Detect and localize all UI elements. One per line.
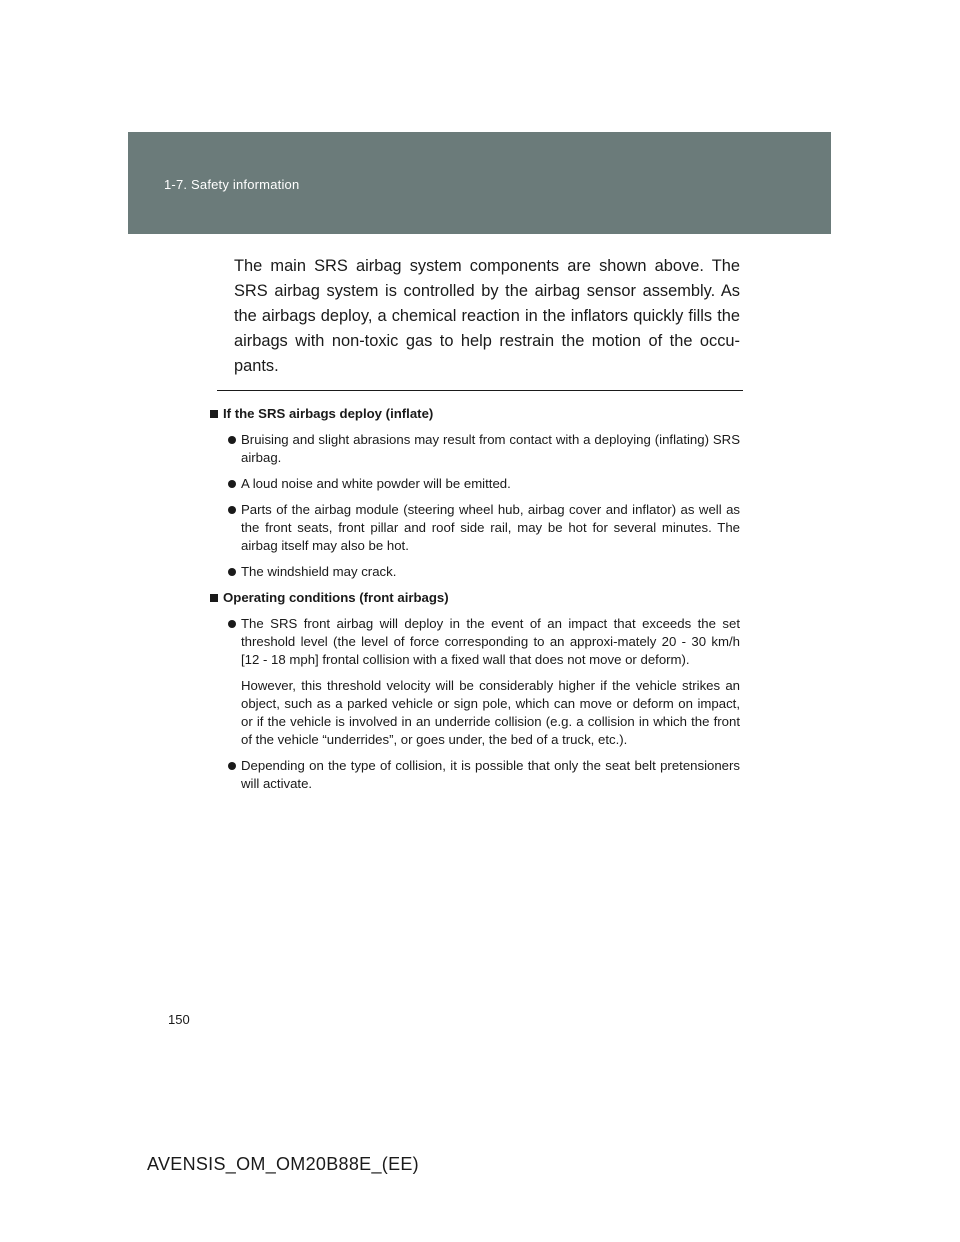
section-header-band (128, 132, 831, 234)
deploy-heading-text: If the SRS airbags deploy (inflate) (223, 406, 434, 421)
round-bullet-icon (228, 568, 236, 576)
list-item (228, 563, 740, 581)
section-label: 1-7. Safety information (164, 177, 300, 192)
list-item-text: Depending on the type of collision, it is possible that only the seat belt pretensioners will activate. (241, 758, 740, 791)
square-bullet-icon (210, 594, 218, 602)
round-bullet-icon (228, 620, 236, 628)
list-item (228, 501, 740, 555)
list-item-text: A loud noise and white powder will be emitted. (241, 476, 511, 491)
list-item-text: Bruising and slight abrasions may result from contact with a deploying (inflating) SRS airbag. (241, 432, 740, 465)
deploy-heading (210, 405, 740, 423)
document-id: AVENSIS_OM_OM20B88E_(EE) (147, 1154, 419, 1174)
list-item (228, 615, 740, 669)
list-item (228, 431, 740, 467)
notes-section (210, 405, 740, 801)
operating-heading-text: Operating conditions (front airbags) (223, 590, 449, 605)
list-item-text: Parts of the airbag module (steering wheel hub, airbag cover and inflator) as well as the front seats, front pillar and roof side rail, may be hot for several minutes. The airbag itself may also be hot. (241, 502, 740, 553)
round-bullet-icon (228, 506, 236, 514)
round-bullet-icon (228, 762, 236, 770)
section-divider (217, 390, 743, 391)
round-bullet-icon (228, 480, 236, 488)
operating-heading (210, 589, 740, 607)
list-item (228, 757, 740, 793)
list-item-text: The SRS front airbag will deploy in the event of an impact that exceeds the set threshold level (the level of force corresponding to an approxi-mately 20 - 30 km/h [12 - 18 mph] frontal collision with a fixed wall that does not move or deform). (241, 616, 740, 667)
list-item (228, 475, 740, 493)
list-item-continuation: However, this threshold velocity will be considerably higher if the vehicle strikes an object, such as a parked vehicle or sign pole, which can move or deform on impact, or if the vehicle is involved in an underride collision (e.g. a collision in which the front of the vehicle “underrides”, or goes under, the bed of a truck, etc.). (241, 678, 740, 747)
round-bullet-icon (228, 436, 236, 444)
list-item-text: The windshield may crack. (241, 564, 397, 579)
page-number: 150 (168, 1012, 190, 1027)
square-bullet-icon (210, 410, 218, 418)
intro-paragraph: The main SRS airbag system components are shown above. The SRS airbag system is controlled by the airbag sensor assembly. As the airbags deploy, a chemical reaction in the inflators quickly fills the airbags with non-toxic gas to help restrain the motion of the occu-pants. (234, 257, 740, 375)
